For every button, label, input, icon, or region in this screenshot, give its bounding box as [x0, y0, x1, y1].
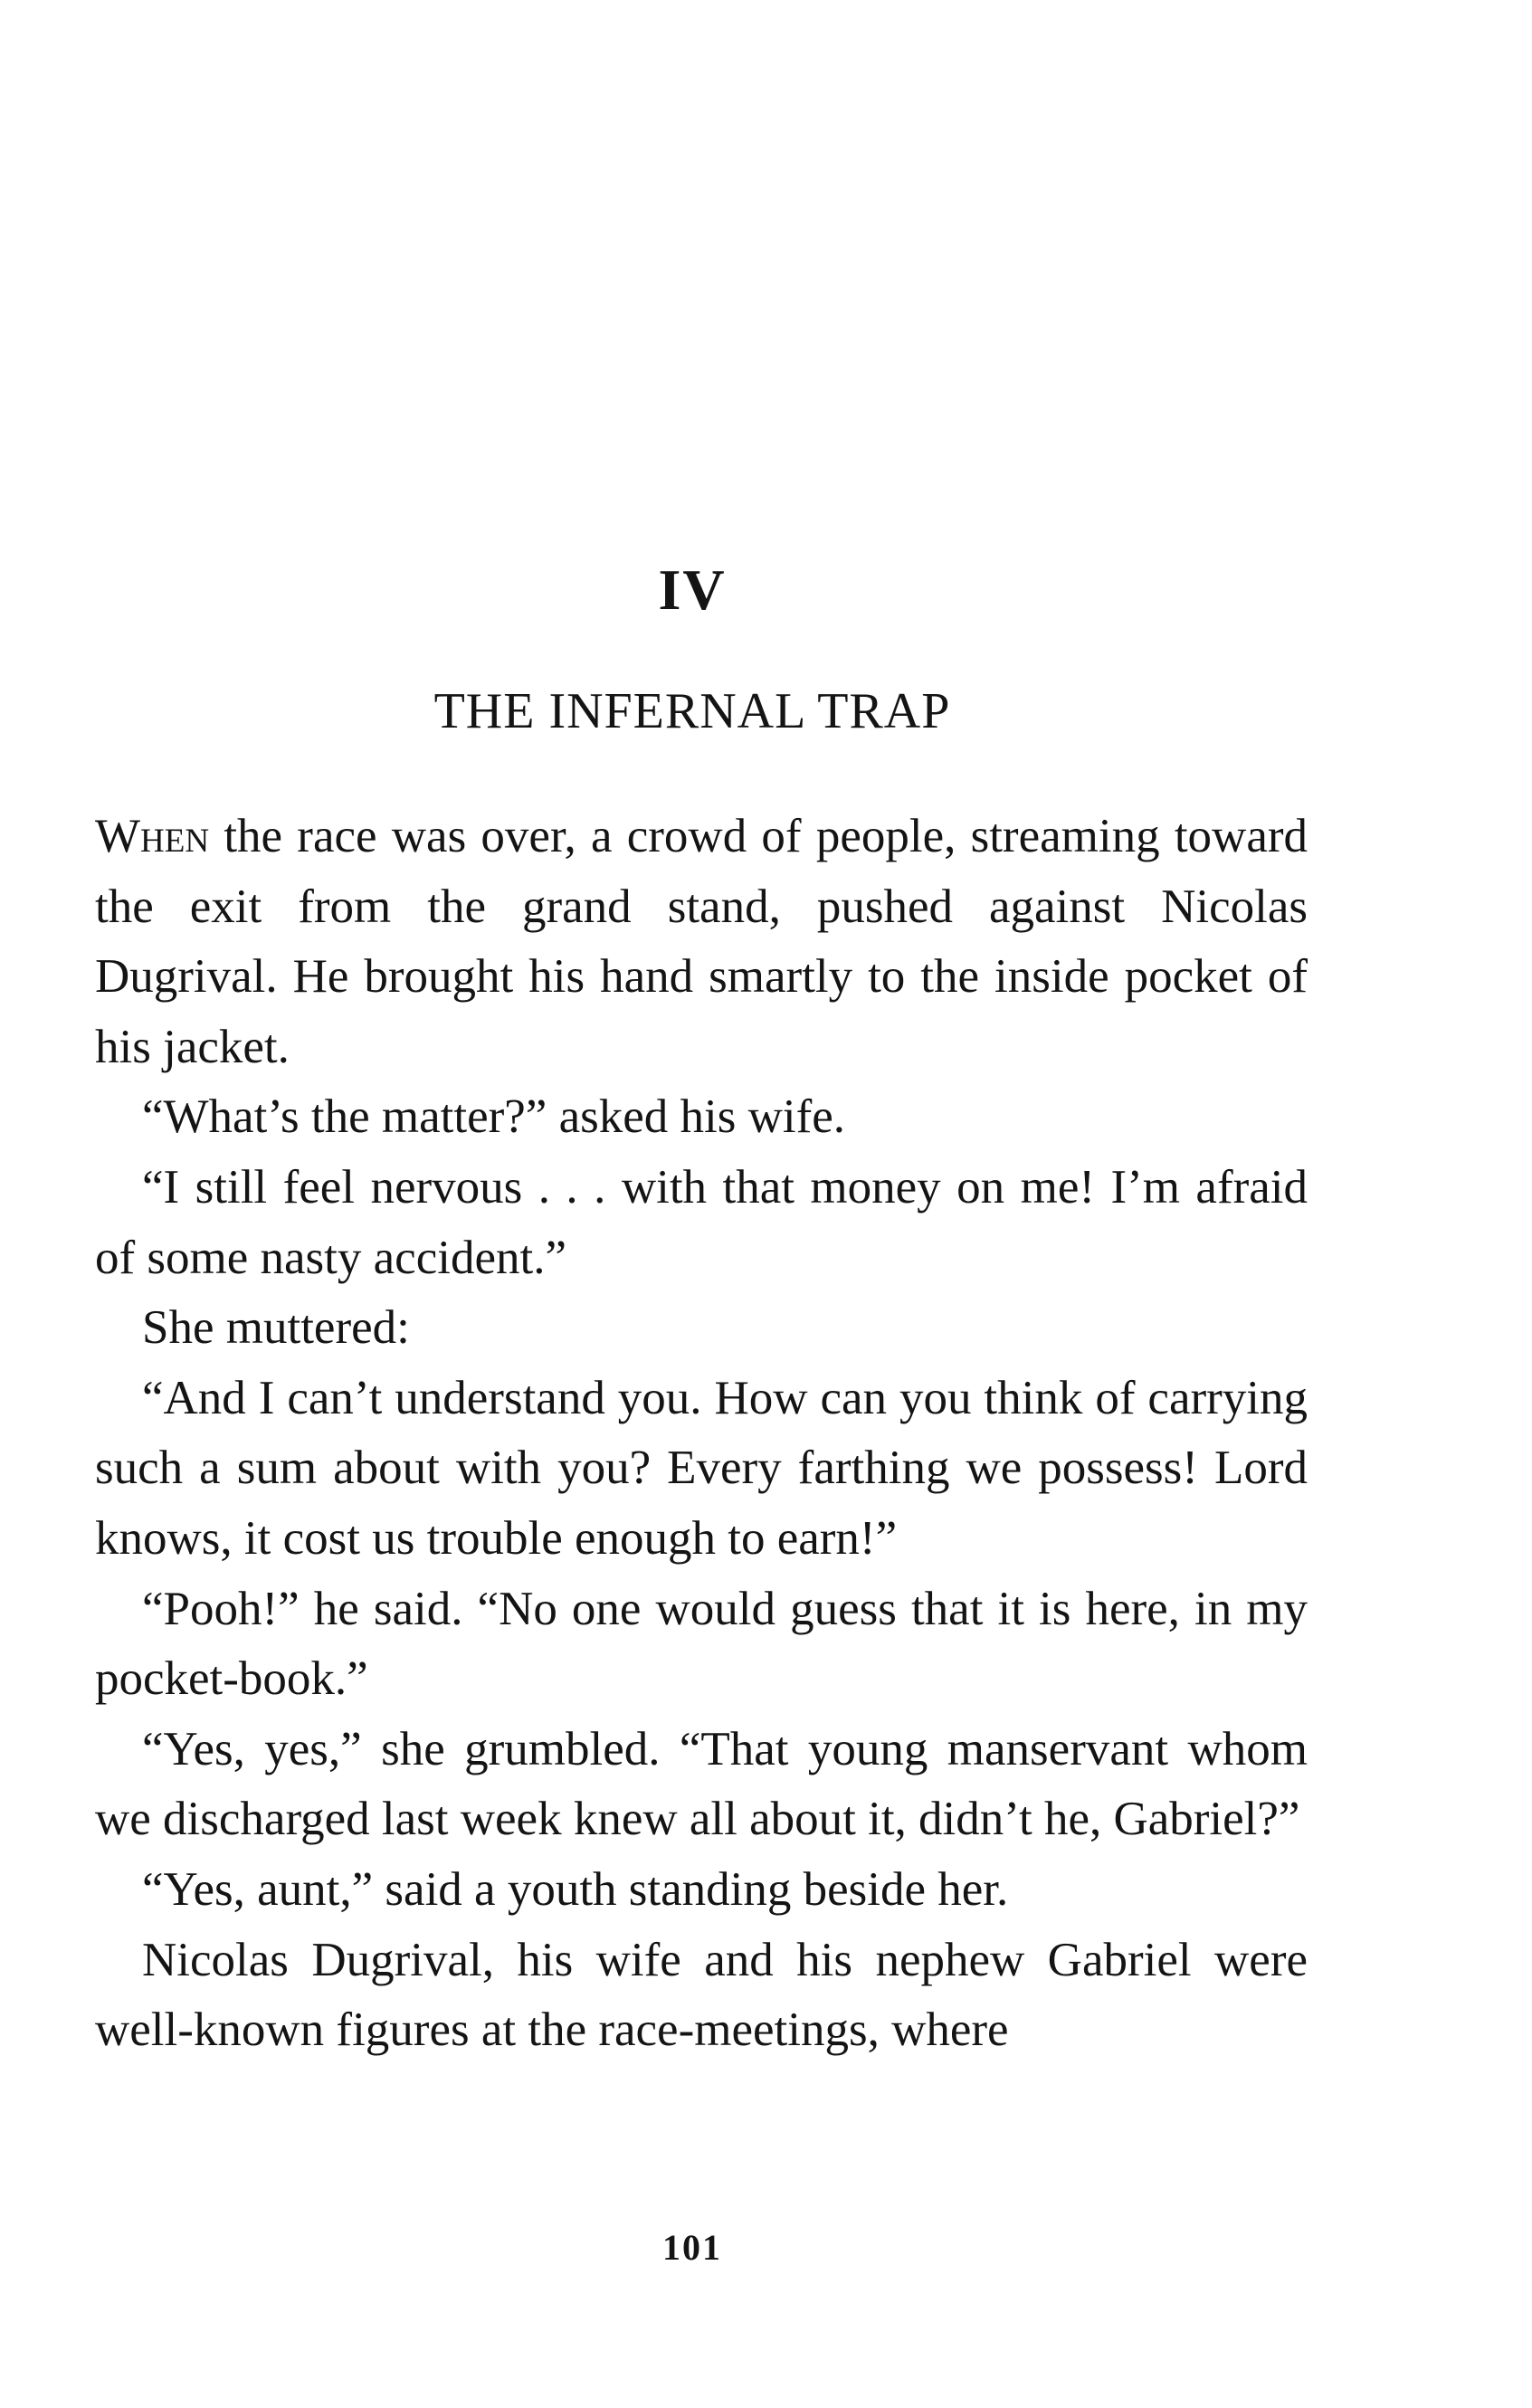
- paragraph-8: “Yes, aunt,” said a youth standing beside her.: [142, 1862, 1009, 1916]
- paragraph-lead-word: When: [95, 810, 210, 862]
- chapter-number: IV: [658, 557, 727, 622]
- paragraph-text: the race was over, a crowd of people, streaming toward the exit from the grand stand, pushed against Nicolas Dugrival. He brought his hand smartly to the inside pocket of his jacket.: [95, 810, 1308, 1073]
- page-number: 101: [662, 2227, 722, 2268]
- paragraph-3: “I still feel nervous . . . with that money on me! I’m afraid of some nasty accident.”: [95, 1160, 1308, 1284]
- chapter-title: THE INFERNAL TRAP: [433, 683, 951, 739]
- paragraph-5: “And I can’t understand you. How can you think of carrying such a sum about with you? Every farthing we possess! Lord knows, it cost us trouble enough to earn!”: [95, 1371, 1308, 1565]
- paragraph-4: She muttered:: [142, 1301, 410, 1355]
- paragraph-9: Nicolas Dugrival, his wife and his nephew Gabriel were well-known figures at the race-meetings, where: [95, 1933, 1308, 2057]
- paragraph-7: “Yes, yes,” she grumbled. “That young manservant whom we discharged last week knew all about it, didn’t he, Gabriel?”: [95, 1722, 1308, 1846]
- paragraph-6: “Pooh!” he said. “No one would guess that it is here, in my pocket-book.”: [95, 1582, 1308, 1706]
- paragraph-1: [95, 802, 1308, 1082]
- paragraph-2: “What’s the matter?” asked his wife.: [142, 1090, 846, 1144]
- body-text: [95, 802, 1308, 2066]
